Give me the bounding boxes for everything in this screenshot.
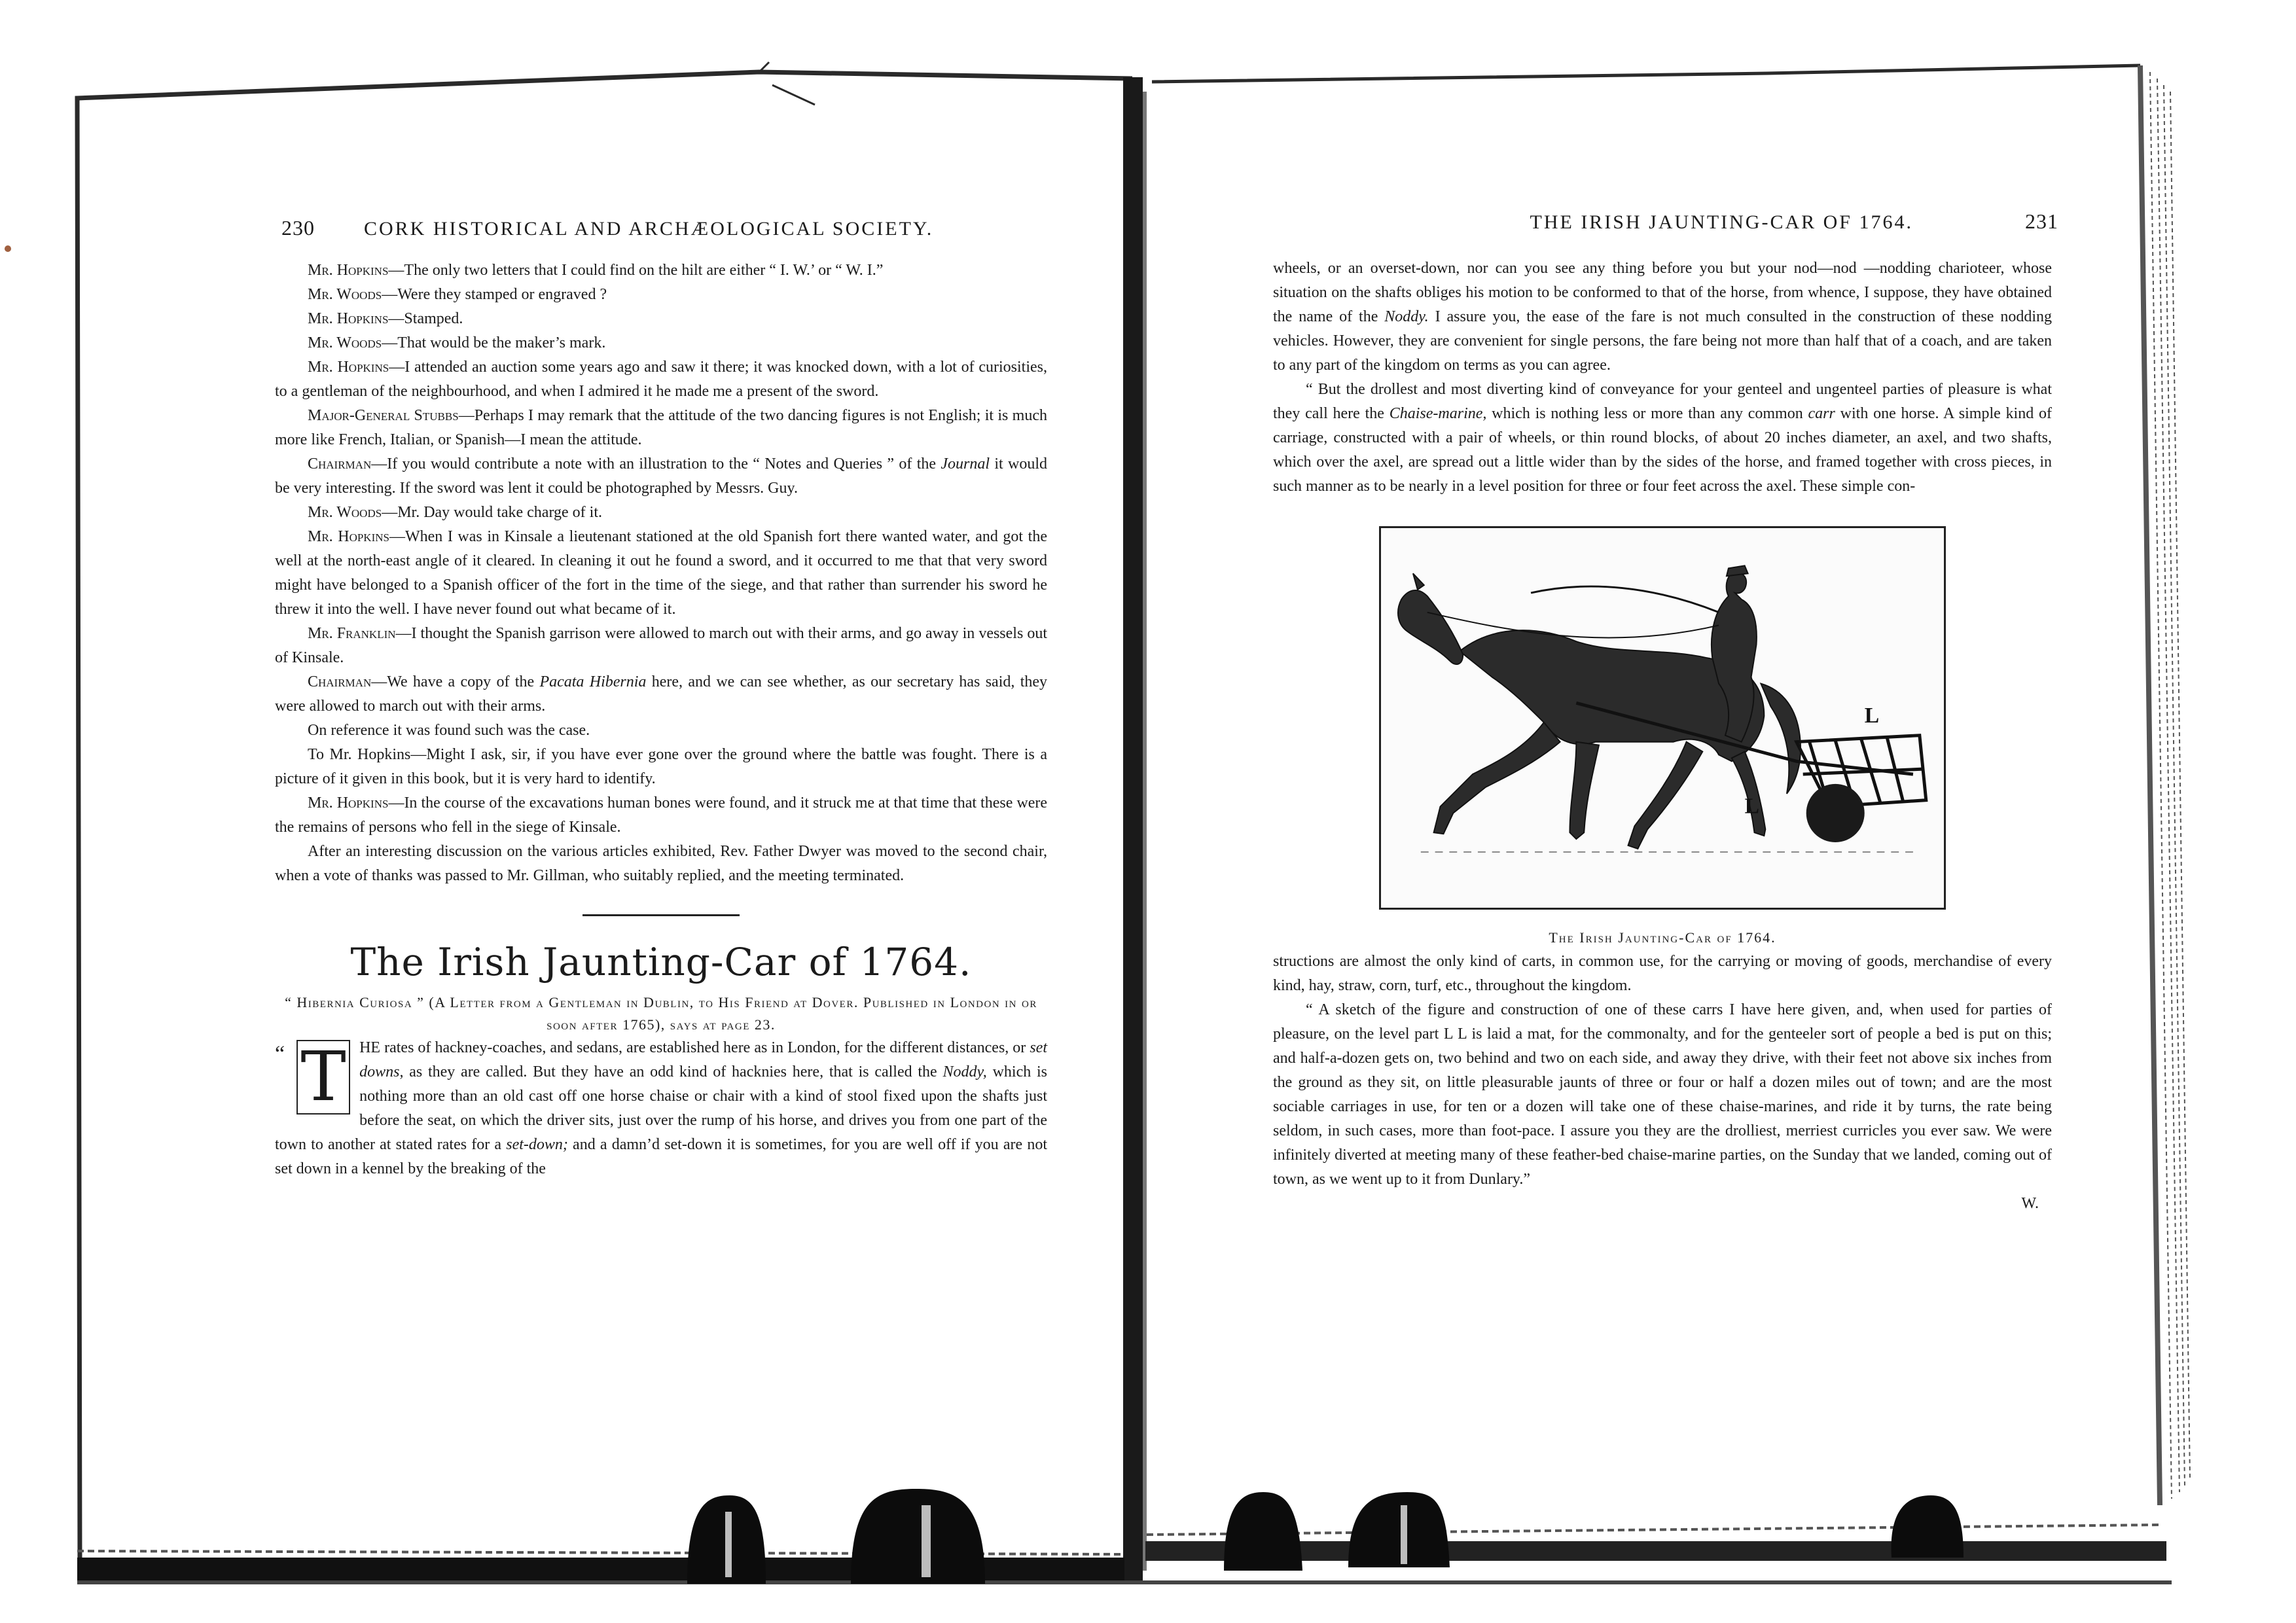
article-title: The Irish Jaunting-Car of 1764. [350,940,972,984]
paragraph: Mr. Franklin—I thought the Spanish garrison were allowed to march out with their arms, and go away in vessels out of Kinsale. [275,625,1047,666]
paragraph: Chairman—We have a copy of the Pacata Hibernia here, and we can see whether, as our secretary has said, they were allowed to march out with their arms. [275,673,1048,715]
left-page-number: 230 [281,216,315,240]
article-subtitle: “ Hibernia Curiosa ” (A Letter from a Gentleman in Dublin, to His Friend at Dover. Published in London in or soon after 1765), says at page 23. [285,994,1037,1033]
spine-shadow [1123,77,1143,1582]
right-column [1273,257,2052,1216]
horse-leg [1628,742,1703,849]
right-page [1142,85,2189,1558]
left-running-head [281,216,988,240]
paragraph: Mr. Hopkins—In the course of the excavations human bones were found, and it struck me at that time that these were the remains of persons who fell in the siege of Kinsale. [275,794,1047,836]
reins [1427,613,1719,638]
paragraph: Mr. Hopkins—The only two letters that I could find on the hilt are either “ I. W.’ or “ W. I.” [308,262,884,279]
paragraph: After an interesting discussion on the various articles exhibited, Rev. Father Dwyer was moved to the second chair, when a vote of thanks was passed to Mr. Gillman, who suitably replied, and the meeting terminated. [275,843,1047,884]
scan-dot [5,245,11,252]
car-wheel [1806,784,1865,842]
paragraph: wheels, or an overset-down, nor can you see any thing before you but your nod—nod —nodding charioteer, whose situation on the shafts obliges his motion to be conformed to that of the horse, from whence, I suppose, they have obtained the name of the Noddy. I assure you, the ease of the fare is not much consulted in the construction of these nodding vehicles. However, they are convenient for single persons, the fare being not more than half that of a coach, and are taken to any part of the kingdom on terms as you can agree. [1273,260,2052,374]
figure-label-l: L [1864,703,1880,728]
section-divider [583,914,740,916]
paragraph: structions are almost the only kind of carts, in common use, for the carrying or moving of goods, merchandise of every kind, hay, straw, corn, turf, etc., throughout the kingdom. [1273,953,2052,994]
paragraph: Mr. Hopkins—When I was in Kinsale a lieutenant stationed at the old Spanish fort there wanted water, and got the well at the north-east angle of it cleared. In cleaning it out he found a sword, and it occurred to me that that very sword might have belonged to a Spanish officer of the fort in the time of the siege, and that rather than surrender his sword he threw it into the well. I have never found out what became of it. [275,528,1047,618]
paragraph: Mr. Hopkins—Stamped. [308,310,463,327]
paragraph: Major-General Stubbs—Perhaps I may remark that the attitude of the two dancing figures is not English; it is much more like French, Italian, or Spanish—I mean the attitude. [275,407,1048,448]
horse-and-car-engraving [1381,528,1940,904]
horse-leg [1434,722,1560,834]
figure-caption: The Irish Jaunting-Car of 1764. [1549,929,1776,946]
paragraph: Chairman—If you would contribute a note with an illustration to the “ Notes and Queries ” of the Journal it would be very interesting. If the sword was lent it could be photographed by Messrs. Guy. [275,455,1047,497]
author-signature: W. [2021,1195,2039,1212]
jaunting-car-illustration [1379,526,1946,910]
right-running-head [1142,209,2058,234]
paragraph: Mr. Hopkins—I attended an auction some years ago and saw it there; it was knocked down, with a lot of curiosities, to a gentleman of the neighbourhood, and when I admired it he made me a present of the sword. [275,359,1047,400]
paragraph: To Mr. Hopkins—Might I ask, sir, if you have ever gone over the ground where the battle was fought. There is a picture of it given in this book, but it is very hard to identify. [275,746,1047,787]
paragraph: Mr. Woods—Mr. Day would take charge of it. [308,504,602,521]
article-opening-paragraph: “ T HE rates of hackney-coaches, and sedans, are established here as in London, for the different distances, or set downs, as they are called. But they have an odd kind of hacknies here, that is called the Noddy, which is nothing more than an old cast off one horse chaise or chair with a kind of stool fixed upon the shafts just before the seat, on which the driver sits, just over the rump of his horse, and drives you from one part of the town to another at stated rates for a set-down; and a damn’d set-down it is sometimes, for you are well off if you are not set down in a kennel by the breaking of the [275,1037,1047,1177]
left-page [79,85,1126,1558]
drop-cap-letter: T [296,1040,350,1115]
horse-tail [1761,684,1801,794]
figure-label-l: L [1744,794,1760,819]
right-page-number: 231 [2025,209,2058,233]
horse-leg [1570,742,1599,839]
paragraph: Mr. Woods—That would be the maker’s mark. [308,334,606,351]
right-header-title: THE IRISH JAUNTING-CAR OF 1764. [1530,211,1913,233]
opening-quote: “ [275,1042,285,1066]
paragraph: Mr. Woods—Were they stamped or engraved ? [308,286,607,303]
left-column [275,259,1047,1181]
horse-head [1398,590,1463,664]
left-header-title: CORK HISTORICAL AND ARCHÆOLOGICAL SOCIETY. [364,218,934,240]
whip [1531,586,1719,613]
paragraph: On reference it was found such was the case. [308,722,590,739]
paragraph: “ A sketch of the figure and construction of one of these carrs I have here given, and, when used for parties of pleasure, on the level part L L is laid a mat, for the commonalty, and for the genteeler sort of people a bed is put on this; and half-a-dozen gets on, two behind and two on each side, and away they drive, with their feet not above six inches from the ground as they sit, on little pleasurable jaunts of three or four or half a dozen miles out of town; and are the most sociable carriages in use, for ten or a dozen will take one of these chaise-marines, and ride it by turns, the rate being seldom, in such cases, more than foot-pace. I assure you they are the drolliest, merriest curricles you ever saw. We were infinitely diverted at meeting many of these feather-bed chaise-marine parties, on the Sunday that we landed, coming out of town, as we went up to it from Dunlary.” [1273,1001,2052,1188]
paragraph: “ But the drollest and most diverting kind of conveyance for your genteel and ungenteel parties of pleasure is what they call here the Chaise-marine, which is nothing less or more than any common carr with one horse. A simple kind of carriage, constructed with a pair of wheels, or thin round blocks, of about 20 inches diameter, an axel, and two shafts, which over the axel, are spread out a little wider than by the sides of the horse, and framed together with cross pieces, in such manner as to be nearly in a level position for three or four feet across the axel. These simple con- [1273,381,2053,495]
